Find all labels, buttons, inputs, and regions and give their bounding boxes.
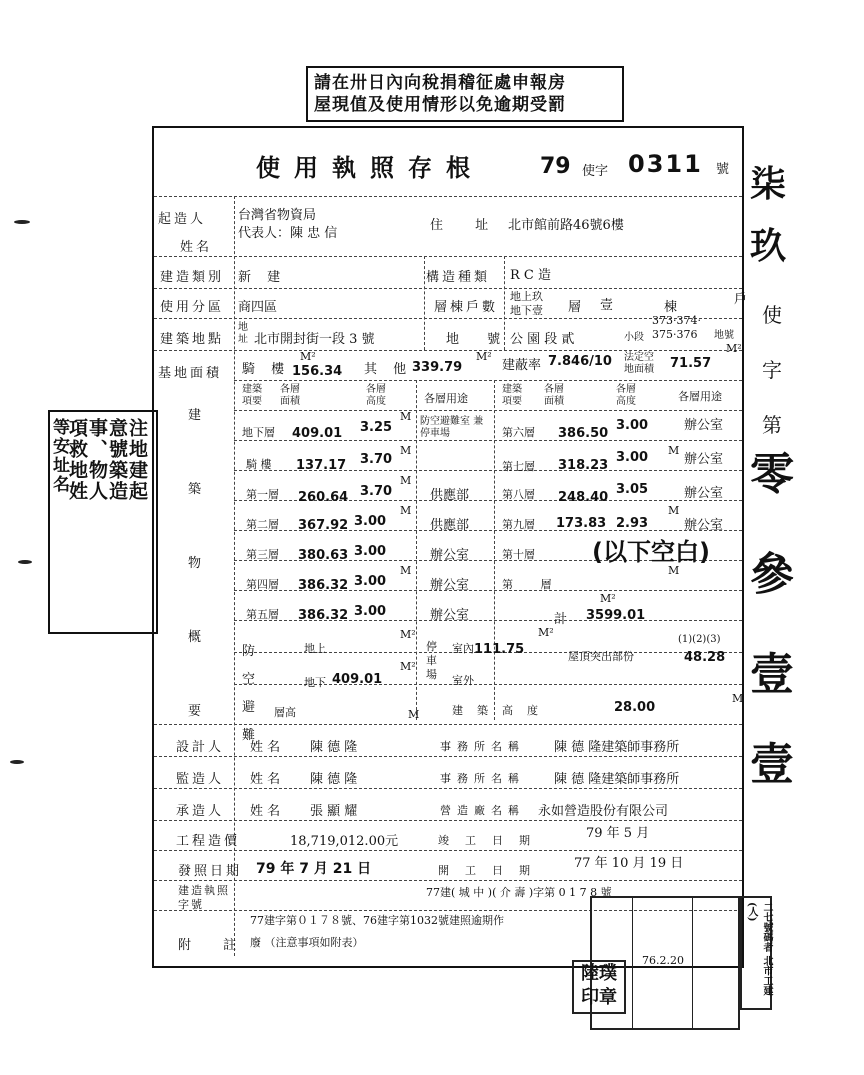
floor-right-2-height: 3.05 bbox=[616, 482, 649, 497]
col-floor-header: 建築項要 bbox=[242, 384, 262, 407]
note-col-2: 意號築造 bbox=[106, 418, 128, 502]
floor-left-3-name: 第二層 bbox=[246, 518, 279, 531]
designer-office-label: 事務所名稱 bbox=[440, 740, 525, 753]
complete-date: 79 年 5 月 bbox=[586, 826, 650, 841]
other-area: 339.79 bbox=[412, 360, 463, 375]
floor-left-0-name: 地下層 bbox=[242, 426, 275, 439]
supervisor-office: 陳 德 隆建築師事務所 bbox=[554, 772, 680, 787]
floor-right-5-name: 第 層 bbox=[502, 578, 564, 591]
unit-m-7: M bbox=[668, 504, 680, 517]
floor-right-3-height: 2.93 bbox=[616, 516, 649, 531]
col-area-header: 各層面積 bbox=[280, 384, 300, 407]
col-height-header: 各層高度 bbox=[366, 384, 386, 407]
side-label-5: 要 bbox=[188, 704, 202, 719]
bldg-height-label: 建築高度 bbox=[452, 704, 552, 717]
floors-suffix-2: 棟 bbox=[664, 300, 678, 315]
remarks-line1: 77建字第０１７８號、76建字第1032號建照逾期作 bbox=[250, 914, 504, 927]
col-use-header: 各層用途 bbox=[424, 392, 468, 405]
margin-char-4: 第 bbox=[762, 413, 782, 437]
unit-m2-a: M² bbox=[300, 350, 316, 363]
unit-m-4: M bbox=[400, 504, 412, 517]
floor-right-0-name: 第六層 bbox=[502, 426, 535, 439]
total-label: 計 bbox=[554, 612, 568, 627]
parking-indoor-label: 室內 bbox=[452, 642, 474, 655]
floor-left-5-height: 3.00 bbox=[354, 574, 387, 589]
location-sublabel: 地址 bbox=[238, 322, 248, 345]
lot-suffix: 地號 bbox=[714, 330, 734, 341]
unit-m2-total: M² bbox=[600, 592, 616, 605]
tax-notice-line2: 屋現值及使用情形以免逾期受罰 bbox=[314, 95, 566, 115]
location: 北市開封街一段 3 號 bbox=[254, 332, 375, 347]
roof-label: 屋頂突出部份 bbox=[568, 650, 634, 663]
zone-label: 使用分區 bbox=[160, 300, 225, 315]
shelter-above: 地上 bbox=[304, 642, 326, 655]
applicant-name-label: 姓名 bbox=[180, 240, 213, 255]
floor-left-3-area: 367.92 bbox=[298, 518, 349, 533]
floors-suffix-3: 戶 bbox=[734, 292, 748, 307]
tax-notice-stamp bbox=[306, 66, 624, 122]
floor-left-4-use: 辦公室 bbox=[430, 548, 470, 563]
floor-left-2-height: 3.70 bbox=[360, 484, 393, 499]
build-permit-value: 77建( 城 中 )( 介 壽 )字第 0 1 7 8 號 bbox=[426, 886, 612, 899]
remarks-label: 附 註 bbox=[178, 938, 251, 953]
floor-left-1-name: 騎 樓 bbox=[246, 458, 272, 471]
floor-left-6-use: 辦公室 bbox=[430, 608, 470, 623]
floor-right-0-use: 辦公室 bbox=[684, 418, 724, 433]
supervisor-office-label: 事務所名稱 bbox=[440, 772, 525, 785]
floor-left-5-use: 辦公室 bbox=[430, 578, 470, 593]
legal-open-label-2: 地面積 bbox=[624, 364, 654, 375]
contractor-label: 承造人 bbox=[176, 804, 225, 819]
remarks-line2: 廢 （注意事項如附表） bbox=[250, 936, 364, 949]
floor-left-6-name: 第五層 bbox=[246, 608, 279, 621]
col-use-header-r: 各層用途 bbox=[678, 390, 722, 403]
floor-left-3-use: 供應部 bbox=[430, 518, 470, 533]
structure: R C 造 bbox=[510, 268, 551, 283]
floor-right-4-name: 第十層 bbox=[502, 548, 535, 561]
margin-char-1: 玖 bbox=[750, 226, 787, 267]
permit-stub-form bbox=[152, 126, 748, 968]
permit-suffix: 號 bbox=[716, 162, 730, 177]
complete-date-label: 竣工日期 bbox=[438, 834, 546, 847]
floor-right-3-name: 第九層 bbox=[502, 518, 535, 531]
side-label-2: 築 bbox=[188, 482, 202, 497]
supervisor-name: 陳 德 隆 bbox=[310, 772, 358, 787]
unit-m-2: M bbox=[400, 444, 412, 457]
designer-label: 設計人 bbox=[176, 740, 225, 755]
lu-pu-seal bbox=[572, 960, 626, 1014]
floor-right-3-use: 辦公室 bbox=[684, 518, 724, 533]
parking-indoor-area: 111.75 bbox=[474, 642, 525, 657]
floor-left-4-height: 3.00 bbox=[354, 544, 387, 559]
building-type: 新 建 bbox=[238, 270, 287, 285]
floor-right-3-area: 173.83 bbox=[556, 516, 607, 531]
bldg-height: 28.00 bbox=[614, 700, 656, 715]
site-area-label: 基地面積 bbox=[158, 366, 223, 381]
note-col-3: 事、物人 bbox=[86, 418, 108, 502]
applicant-name-1: 台灣省物資局 bbox=[238, 208, 317, 223]
note-col-5: 等安址名 bbox=[49, 418, 69, 494]
coverage-label: 建蔽率 bbox=[502, 358, 542, 373]
blank-below-note: (以下空白) bbox=[592, 538, 710, 566]
floors-label: 層棟戶數 bbox=[434, 300, 499, 315]
lu-pu-seal-text: 陸璞印章 bbox=[581, 963, 617, 1008]
roof-area: 48.28 bbox=[684, 650, 726, 665]
unit-m-3: M bbox=[400, 474, 412, 487]
arcade-area: 156.34 bbox=[292, 364, 343, 379]
contractor-firm-label: 營造廠名稱 bbox=[440, 804, 525, 817]
floor-left-2-use: 供應部 bbox=[430, 488, 470, 503]
arcade-label: 騎 樓 bbox=[242, 362, 291, 377]
floor-right-0-area: 386.50 bbox=[558, 426, 609, 441]
issue-date-label: 發照日期 bbox=[178, 864, 243, 879]
applicant-label: 起造人 bbox=[158, 212, 207, 227]
layer-height-label: 層高 bbox=[274, 706, 296, 719]
build-permit-label: 建造執照字號 bbox=[178, 884, 230, 911]
parking-label: 停車場 bbox=[426, 640, 437, 681]
floor-right-1-name: 第七層 bbox=[502, 460, 535, 473]
contractor-firm: 永如營造股份有限公司 bbox=[538, 804, 669, 819]
margin-char-8: 壹 bbox=[750, 739, 794, 790]
col-floor-header-r: 建築項要 bbox=[502, 384, 522, 407]
floor-left-0-use: 防空避難室 兼停車場 bbox=[420, 416, 484, 439]
location-label: 建築地點 bbox=[160, 332, 225, 347]
floors-below: 地下壹 bbox=[510, 304, 543, 317]
side-label-3: 物 bbox=[188, 556, 202, 571]
margin-char-7: 壹 bbox=[750, 649, 794, 700]
unit-m-1: M bbox=[400, 410, 412, 423]
designer-name: 陳 德 隆 bbox=[310, 740, 358, 755]
floor-left-5-name: 第四層 bbox=[246, 578, 279, 591]
floors-mid: 壹 bbox=[600, 298, 614, 313]
floor-left-0-area: 409.01 bbox=[292, 426, 343, 441]
unit-m-layer: M bbox=[408, 708, 420, 721]
zone: 商四區 bbox=[238, 300, 278, 315]
shelter-below: 地下 bbox=[304, 676, 326, 689]
floor-right-2-area: 248.40 bbox=[558, 490, 609, 505]
lot-small-label: 小段 bbox=[624, 332, 644, 343]
side-label-4: 概 bbox=[188, 630, 202, 645]
attention-note-box bbox=[48, 410, 158, 634]
ink-blot-1 bbox=[14, 220, 30, 224]
issue-date: 79 年 7 月 21 日 bbox=[256, 861, 372, 877]
floor-right-2-name: 第八層 bbox=[502, 488, 535, 501]
floor-right-1-use: 辦公室 bbox=[684, 452, 724, 467]
floor-left-1-height: 3.70 bbox=[360, 452, 393, 467]
designer-office: 陳 德 隆建築師事務所 bbox=[554, 740, 680, 755]
form-title: 使用執照存根 bbox=[256, 153, 484, 182]
side-label-1: 建 bbox=[188, 408, 202, 423]
floor-left-3-height: 3.00 bbox=[354, 514, 387, 529]
floor-right-0-height: 3.00 bbox=[616, 418, 649, 433]
tax-notice-line1: 請在卅日內向稅捐稽征處申報房 bbox=[314, 73, 566, 93]
note-col-4: 項救地姓 bbox=[66, 418, 88, 502]
lot-numbers-1: 373·374· bbox=[652, 314, 701, 327]
unit-m2-shelter-b: M² bbox=[400, 660, 416, 673]
margin-char-0: 柒 bbox=[750, 164, 787, 205]
supervisor-name-label: 姓 名 bbox=[250, 772, 281, 787]
designer-name-label: 姓 名 bbox=[250, 740, 281, 755]
floor-left-1-area: 137.17 bbox=[296, 458, 347, 473]
seal-date: 76.2.20 bbox=[642, 954, 684, 967]
floor-right-1-height: 3.00 bbox=[616, 450, 649, 465]
shelter-label: 防空避難 bbox=[242, 644, 260, 743]
start-date-label: 開工日期 bbox=[438, 864, 546, 877]
col-area-header-r: 各層面積 bbox=[544, 384, 564, 407]
margin-char-2: 使 bbox=[762, 303, 782, 327]
building-type-label: 建造類別 bbox=[160, 270, 225, 285]
applicant-name-2: 代表人：陳 忠 信 bbox=[238, 226, 338, 241]
lot-numbers-2: 375·376 bbox=[652, 328, 698, 341]
cost-value: 18,719,012.00元 bbox=[290, 834, 399, 849]
roof-tag: (1)(2)(3) bbox=[678, 634, 721, 645]
floor-left-6-height: 3.00 bbox=[354, 604, 387, 619]
coverage-ratio: 7.846/10 bbox=[548, 354, 612, 369]
margin-char-5: 零 bbox=[750, 449, 794, 500]
lot-label: 地 號 bbox=[446, 332, 513, 347]
floor-left-0-height: 3.25 bbox=[360, 420, 393, 435]
margin-char-3: 字 bbox=[762, 358, 782, 382]
ink-blot-3 bbox=[10, 760, 24, 764]
floor-left-2-name: 第一層 bbox=[246, 488, 279, 501]
cost-label: 工程造價 bbox=[176, 834, 241, 849]
total-area: 3599.01 bbox=[586, 608, 646, 623]
legal-open-area: 71.57 bbox=[670, 356, 712, 371]
floors-above: 地上玖 bbox=[510, 290, 543, 303]
floor-right-1-area: 318.23 bbox=[558, 458, 609, 473]
permit-number: 0311 bbox=[628, 150, 703, 178]
applicant-address: 北市館前路46號6樓 bbox=[508, 218, 624, 233]
unit-m-8: M bbox=[668, 564, 680, 577]
unit-m-5: M bbox=[400, 564, 412, 577]
other-label: 其 他 bbox=[364, 362, 413, 377]
supervisor-label: 監造人 bbox=[176, 772, 225, 787]
unit-m-6: M bbox=[668, 444, 680, 457]
note-col-1: 注地建起 bbox=[126, 418, 148, 502]
structure-label: 構造種類 bbox=[426, 270, 491, 285]
floor-left-5-area: 386.32 bbox=[298, 578, 349, 593]
parking-outdoor-label: 室外 bbox=[452, 674, 474, 687]
floor-left-4-area: 380.63 bbox=[298, 548, 349, 563]
ink-blot-2 bbox=[18, 560, 32, 564]
floor-left-2-area: 260.64 bbox=[298, 490, 349, 505]
margin-char-6: 參 bbox=[750, 549, 794, 600]
seal-side-label bbox=[740, 896, 772, 1010]
unit-m2-shelter-a: M² bbox=[400, 628, 416, 641]
lot-section: 公 園 段 貳 bbox=[510, 332, 575, 347]
permit-prefix: 使字 bbox=[582, 164, 609, 179]
floor-left-4-name: 第三層 bbox=[246, 548, 279, 561]
contractor-name: 張 顯 耀 bbox=[310, 804, 358, 819]
shelter-below-area: 409.01 bbox=[332, 672, 383, 687]
unit-m-bldg: M bbox=[732, 692, 744, 705]
unit-m2-parking: M² bbox=[538, 626, 554, 639]
unit-m2-c: M² bbox=[726, 342, 742, 355]
seal-side-text: 二七號碼者 北市工建(人) bbox=[746, 902, 772, 996]
contractor-name-label: 姓 名 bbox=[250, 804, 281, 819]
legal-open-label-1: 法定空 bbox=[624, 352, 654, 363]
permit-year: 79 bbox=[540, 154, 571, 179]
floors-suffix-1: 層 bbox=[568, 300, 582, 315]
floor-left-6-area: 386.32 bbox=[298, 608, 349, 623]
unit-m2-b: M² bbox=[476, 350, 492, 363]
applicant-address-label: 住 址 bbox=[430, 218, 503, 233]
col-height-header-r: 各層高度 bbox=[616, 384, 636, 407]
start-date: 77 年 10 月 19 日 bbox=[574, 856, 684, 871]
floor-right-2-use: 辦公室 bbox=[684, 486, 724, 501]
